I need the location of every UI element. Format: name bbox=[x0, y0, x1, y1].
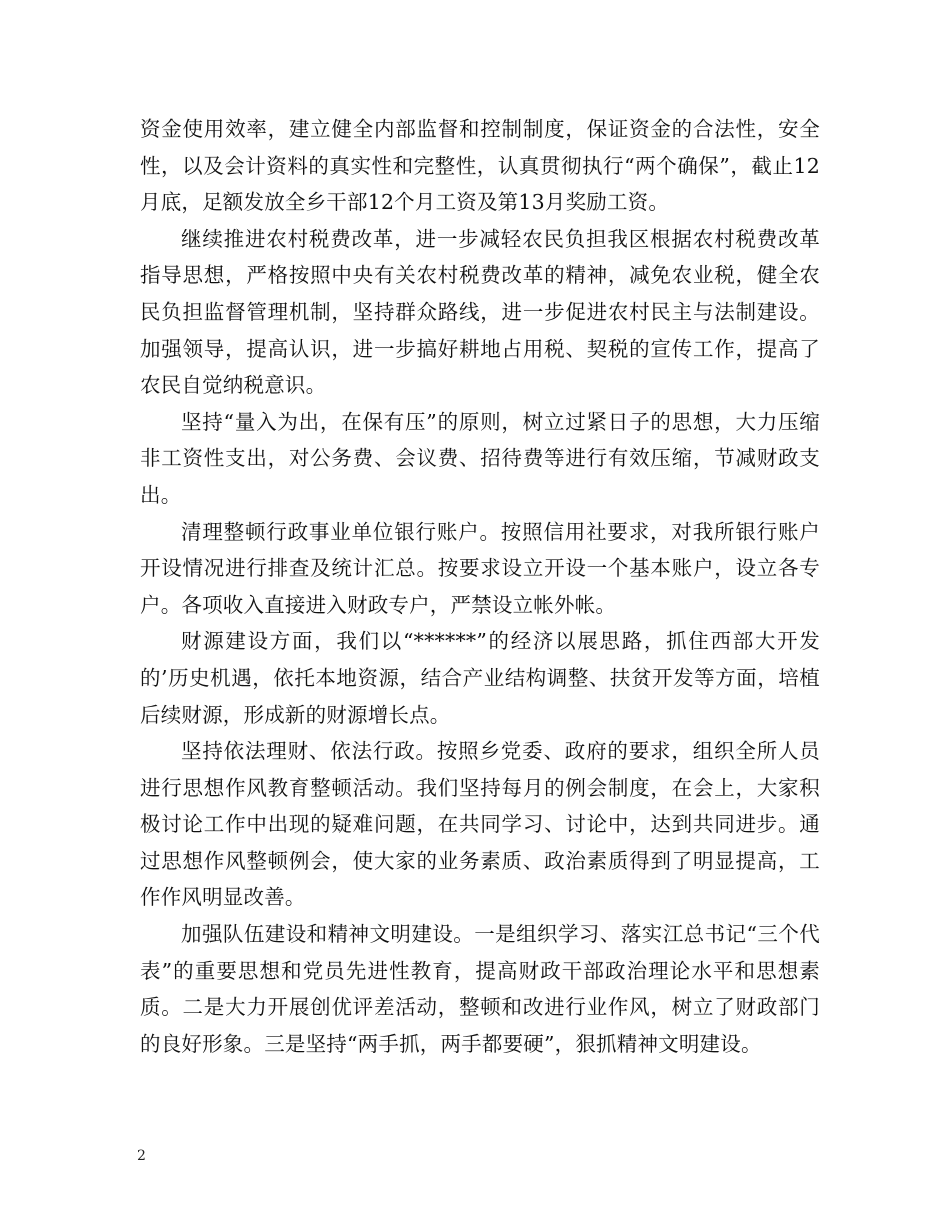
paragraph-6: 坚持依法理财、依法行政。按照乡党委、政府的要求，组织全所人员进行思想作风教育整顿活动。我们坚持每月的例会制度，在会上，大家积极讨论工作中出现的疑难问题，在共同学习、讨论中，达到共同进步。通过思想作风整顿例会，使大家的业务素质、政治素质得到了明显提高，工作作风明显改善。 bbox=[140, 739, 820, 910]
page-number: 2 bbox=[137, 1148, 146, 1164]
paragraph-3: 坚持“量入为出，在保有压”的原则，树立过紧日子的思想，大力压缩非工资性支出，对公务费、会议费、招待费等进行有效压缩，节减财政支出。 bbox=[140, 409, 820, 507]
paragraph-1: 资金使用效率，建立健全内部监督和控制制度，保证资金的合法性，安全性，以及会计资料的真实性和完整性，认真贯彻执行“两个确保”，截止12月底，足额发放全乡干部12个月工资及第13月奖励工资。 bbox=[140, 117, 820, 215]
paragraph-2: 继续推进农村税费改革，进一步减轻农民负担我区根据农村税费改革指导思想，严格按照中央有关农村税费改革的精神，减免农业税，健全农民负担监督管理机制，坚持群众路线，进一步促进农村民主与法制建设。加强领导，提高认识，进一步搞好耕地占用税、契税的宣传工作，提高了农民自觉纳税意识。 bbox=[140, 226, 820, 398]
paragraph-7: 加强队伍建设和精神文明建设。一是组织学习、落实江总书记“三个代表”的重要思想和党员先进性教育，提高财政干部政治理论水平和思想素质。二是大力开展创优评差活动，整顿和改进行业作风，树立了财政部门的良好形象。三是坚持“两手抓，两手都要硬”，狠抓精神文明建设。 bbox=[140, 922, 820, 1056]
document-body bbox=[140, 111, 820, 1062]
paragraph-4: 清理整顿行政事业单位银行账户。按照信用社要求，对我所银行账户开设情况进行排查及统计汇总。按要求设立开设一个基本账户，设立各专户。各项收入直接进入财政专户，严禁设立帐外帐。 bbox=[140, 519, 820, 617]
paragraph-5: 财源建设方面，我们以“******”的经济以展思路，抓住西部大开发的’历史机遇，依托本地资源，结合产业结构调整、扶贫开发等方面，培植后续财源，形成新的财源增长点。 bbox=[140, 629, 820, 727]
